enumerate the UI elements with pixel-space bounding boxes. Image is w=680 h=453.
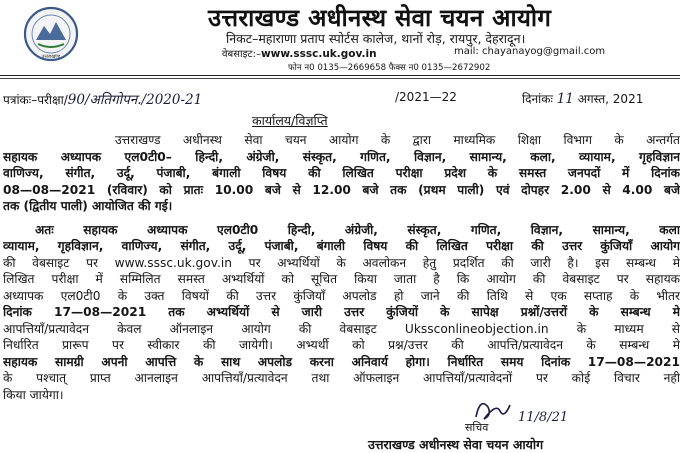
notice-body	[3, 132, 680, 403]
svg-text:उत्तराखण्ड: उत्तराखण्ड	[41, 54, 61, 60]
para1-line: 08—08—2021 (रविवार) को प्रातः 10.00 बजे से 12.00 बजे तक (प्रथम पाली) एवं दोपहर 2.00 से 4.00 बजे	[3, 182, 680, 197]
commission-seal-icon	[22, 6, 80, 62]
para2-line: अध्यापक एल0टी0 के उक्त विषयों की उत्तर कुंजियॉं अपलोड हो जाने की तिथि से एक सप्ताह के भीतर	[3, 288, 680, 303]
reference-year: /2021—22	[395, 90, 457, 104]
notice-heading: कार्यालय/विज्ञप्ति	[252, 113, 328, 128]
para2-line: अतः सहायक अध्यापक एल0टी0 हिन्दी, अंग्रेजी, संस्कृत, गणित, विज्ञान, सामान्य, कला	[35, 222, 680, 237]
website-label: वेबसाइट:–	[222, 49, 261, 60]
para2-line: किया जायेगा।	[3, 387, 64, 402]
website-link[interactable]: www.sssc.uk.gov.in	[260, 48, 377, 60]
mail-label: mail:	[454, 46, 479, 57]
svg-text:11/8/21: 11/8/21	[518, 410, 569, 425]
phone-fax: फोन न0 0135—2669658 फैक्स न0 0135—2672902	[288, 63, 491, 73]
para1-line: वाणिज्य, संगीत, उर्दू, पंजाबी, बंगाली विषय की लिखित परीक्षा प्रदेश के समस्त जनपदों में दिनांक	[3, 166, 680, 180]
para2-line: के पश्चात् प्राप्त आनलाइन आपत्तियॉं/प्रत्यावेदन तथा ऑफलाइन आपत्तियॉं/प्रत्यावेदनों पर कोई विचार नही	[3, 371, 680, 385]
para1-line: तक (द्वितीय पाली) आयोजित की गई।	[3, 199, 173, 213]
mail-address[interactable]: chayanayog@gmail.com	[481, 46, 606, 57]
para2-line: लिखित परीक्षा में सम्मिलित समस्त अभ्यर्थियों को सूचित किया जाता है कि आयोग की वेबसाइट पर सहायक	[3, 272, 680, 286]
para2-line: आपत्तियॉं/प्रत्यावेदन केवल ऑनलाइन आयोग की वेबसाइट Ukssconlineobjection.in के माध्यम से	[3, 321, 680, 336]
date-rest: अगस्त, 2021	[577, 92, 644, 106]
header-divider	[0, 75, 680, 76]
para2-line: सहायक सामग्री अपनी आपत्ति के साथ अपलोड करना अनिवार्य होगा। निर्धारित समय दिनांक 17—08—2021	[3, 354, 680, 369]
para2-line: निर्धारित प्रारूप पर स्वीकार की जायेगी। अभ्यर्थी को प्रश्न/उत्तर की आपत्ति/प्रत्यावेदन के सम्बन्ध मे	[3, 338, 680, 352]
mail-line	[454, 46, 605, 57]
org-title: उत्तराखण्ड अधीनस्थ सेवा चयन आयोग	[208, 4, 552, 32]
date-label: दिनांकः	[522, 92, 553, 106]
header-divider-thin	[0, 78, 680, 79]
para1-line: सहायक अध्यापक एल0टी0– हिन्दी, अंग्रेजी, संस्कृत, गणित, विज्ञान, सामान्य, कला, व्यायाम, गृहविज्ञान	[3, 149, 680, 164]
date-handwritten-day: 11	[556, 91, 574, 107]
signatory-designation: सचिव	[465, 421, 489, 434]
signatory-org: उत्तराखण्ड अधीनस्थ सेवा चयन आयोग	[368, 437, 544, 452]
org-address: निकट–महाराणा प्रताप स्पोर्टस कालेज, थानों रोड़, रायपुर, देहरादून।	[226, 31, 526, 46]
para2-line: व्यायाम, गृहविज्ञान, वाणिज्य, संगीत, उर्दू, पंजाबी, बंगाली विषय की लिखित परीक्षा की उत्तर कुंजियॉं आयोग	[3, 239, 680, 253]
reference-handwritten-number: 90/अतिगोपन./2020-21	[67, 92, 203, 108]
para2-line: दिनांक 17—08—2021 तक अभ्यर्थियों से जारी उत्तर कुंजियों के सापेक्ष प्रश्नों/उत्तरों के सम्बन्ध मे	[3, 305, 680, 319]
para1-line: उत्तराखण्ड अधीनस्थ सेवा चयन आयोग के द्वारा माध्यमिक शिक्षा विभाग के अन्तर्गत	[115, 133, 680, 147]
reference-number	[3, 90, 202, 108]
reference-label: पत्रांकः–परीक्षा/	[3, 93, 68, 107]
para2-line: की वेबसाइट पर www.sssc.uk.gov.in पर अभ्यर्थियों के अवलोकन हेतु प्रदर्शित की जारी है। इस सम्बन्ध मे	[3, 255, 680, 270]
website-line	[222, 46, 377, 60]
reference-date	[522, 90, 643, 107]
